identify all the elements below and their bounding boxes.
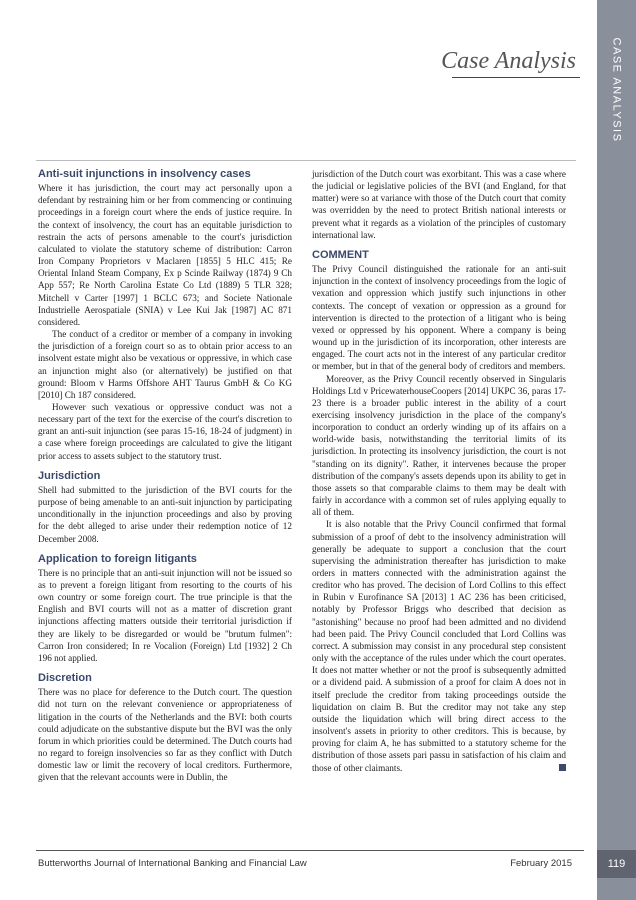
paragraph: jurisdiction of the Dutch court was exorbitant. This was a case where the judicial or legislative policies of the BVI (and England, for that matter) were so at variance with those of the Dutch court that comity was overridden by the need to protect British national interests or prevent what it regards as a violation of the principles of customary international law.: [312, 169, 566, 240]
content-top-rule: [36, 160, 576, 161]
paragraph: However such vexatious or oppressive conduct was not a necessary part of the text for the exercise of the court's discretion to grant an anti-suit injunction (see paras 15-16, 18-24 of judgment) in a case where foreign proceedings are calculated to give the litigant prior access to assets subject to the statutory trust.: [38, 401, 292, 461]
title-rule: [452, 77, 580, 78]
heading-foreign-litigants: Application to foreign litigants: [38, 552, 197, 565]
paragraph: There was no place for deference to the Dutch court. The question did not turn on the relevant convenience or appropriateness of litigation in the courts of the Netherlands and the BVI: both courts could adjudicate on the substantive dispute but the BVI was the only forum in which priorities could be determined. The Dutch courts had no regard to foreign insolvencies so far as they conflict with Dutch domestic law or limit the recovery of local creditors. Furthermore, given that the relevant accounts were in Dublin, the: [38, 687, 292, 783]
end-of-article-icon: [559, 764, 566, 771]
journal-name: Butterworths Journal of International Banking and Financial Law: [38, 858, 307, 869]
right-column: [312, 168, 566, 774]
section-tab: [597, 37, 636, 143]
heading-discretion: Discretion: [38, 672, 92, 685]
section-tab-label: CASE ANALYSIS: [610, 37, 623, 143]
page-number: 119: [607, 858, 626, 870]
paragraph: Where it has jurisdiction, the court may act personally upon a defendant by restraining him or her from commencing or continuing proceedings in a foreign court where the ends of justice require. In the context of insolvency, the court has an equitable jurisdiction to restrain the acts of persons amenable to the court's jurisdiction calculated to violate the statutory scheme of distribution: Carron Iron Company Proprietors v Maclaren [1855] 5 HLC 415; Re Oriental Inland Steam Company, Ex p Scinde Railway (1874) 9 Ch App 557; Re North Carolina Estate Co Ltd (1889) 5 TLR 328; Mitchell v Carter [1997] 1 BCLC 673; and Societe Nationale Industrielle Aerospatiale (SNIA) v Lee Kui Jak [1987] AC 871 considered.: [38, 183, 292, 327]
paragraph: The Privy Council distinguished the rationale for an anti-suit injunction in the context of insolvency proceedings from the logic of vexation and oppression which justify such injunctions in other contexts. The concept of vexation or oppression as a ground for intervention is directed to the protection of a litigant who is being vexed or oppressed by his opponent. Where a company is being wound up in the jurisdiction of its incorporation, other interests are engaged. The court acts not in the interest of any particular creditor or member, but in that of the general body of creditors and members.: [312, 264, 566, 372]
heading-anti-suit: Anti-suit injunctions in insolvency cases: [38, 168, 251, 180]
issue-date: February 2015: [510, 858, 572, 869]
paragraph-text: It is also notable that the Privy Council confirmed that formal submission of a proof of debt to the insolvency administration will generally be adequate to support a conclusion that the court supervising the administration thereafter has jurisdiction to make orders in matters connected with the administration against the creditor who has proved. The decision of Lord Collins to this effect in Rubin v Eurofinance SA [2013] 1 AC 236 has been criticised, notably by Professor Briggs who described that decision as "astonishing" because no proof had been admitted and no dividend had been paid. The Privy Council concluded that Lord Collins was correct. A submission may consist in any procedural step consistent only with the acceptance of the rules under which the court operates. It does not matter whether or not the proof is subsequently admitted or a dividend paid. A submission of a proof for claim A does not in itself preclude the creditor from taking proceedings outside the liquidation on claim B. But the creditor may not take any step outside the liquidation which will bring direct access to the insolvent's assets in priority to other creditors. This is because, by proving for claim A, he has submitted to a statutory scheme for the distribution of those assets pari passu in satisfaction of his claim and those of other claimants.: [312, 519, 566, 773]
footer-rule: [36, 850, 584, 851]
page-title: Case Analysis: [441, 48, 576, 74]
paragraph: The conduct of a creditor or member of a company in invoking the jurisdiction of a foreign court so as to obtain prior access to an insolvent estate might also be vexatious or oppressive, in which case an injunction might also (or alternatively) be justified on that ground: Bloom v Harms Offshore AHT Taurus GmbH & Co KG [2010] Ch 187 considered.: [38, 329, 292, 400]
paragraph: Shell had submitted to the jurisdiction of the BVI courts for the purpose of being amenable to an anti-suit injunction by participating unconditionally in the injunction proceedings and also by proving for the debt alleged to arise under their redemption notice of 12 December 2008.: [38, 484, 292, 544]
left-column: [38, 168, 292, 784]
heading-comment: COMMENT: [312, 248, 369, 261]
paragraph-final: [312, 518, 566, 773]
heading-jurisdiction: Jurisdiction: [38, 469, 101, 482]
paragraph: There is no principle that an anti-suit injunction will not be issued so as to prevent a foreign litigant from resorting to the courts of his own country or some foreign court. The true principle is that the English and BVI courts will not as a matter of discretion grant injunctions affecting matters outside their territorial jurisdiction if they are likely to be disregarded or would be "brutum fulmen": Carron Iron considered; In re Vocalion (Foreign) Ltd [1932] 2 Ch 196 not applied.: [38, 567, 292, 663]
paragraph: Moreover, as the Privy Council recently observed in Singularis Holdings Ltd v PricewaterhouseCoopers [2014] UKPC 36, paras 17-23 there is a broader public interest in the ability of a court exercising insolvency jurisdiction in the place of the company's incorporation to conduct an orderly winding up of its affairs on a world-wide basis, notwithstanding the territorial limits of its jurisdiction. In protecting its insolvency jurisdiction, the court is not "standing on its dignity". Rather, it intervenes because the proper distribution of the company's assets depends upon its ability to get in those assets so that comparable claims to them may be dealt with fairly in accordance with a common set of rules applying equally to all of them.: [312, 373, 566, 518]
